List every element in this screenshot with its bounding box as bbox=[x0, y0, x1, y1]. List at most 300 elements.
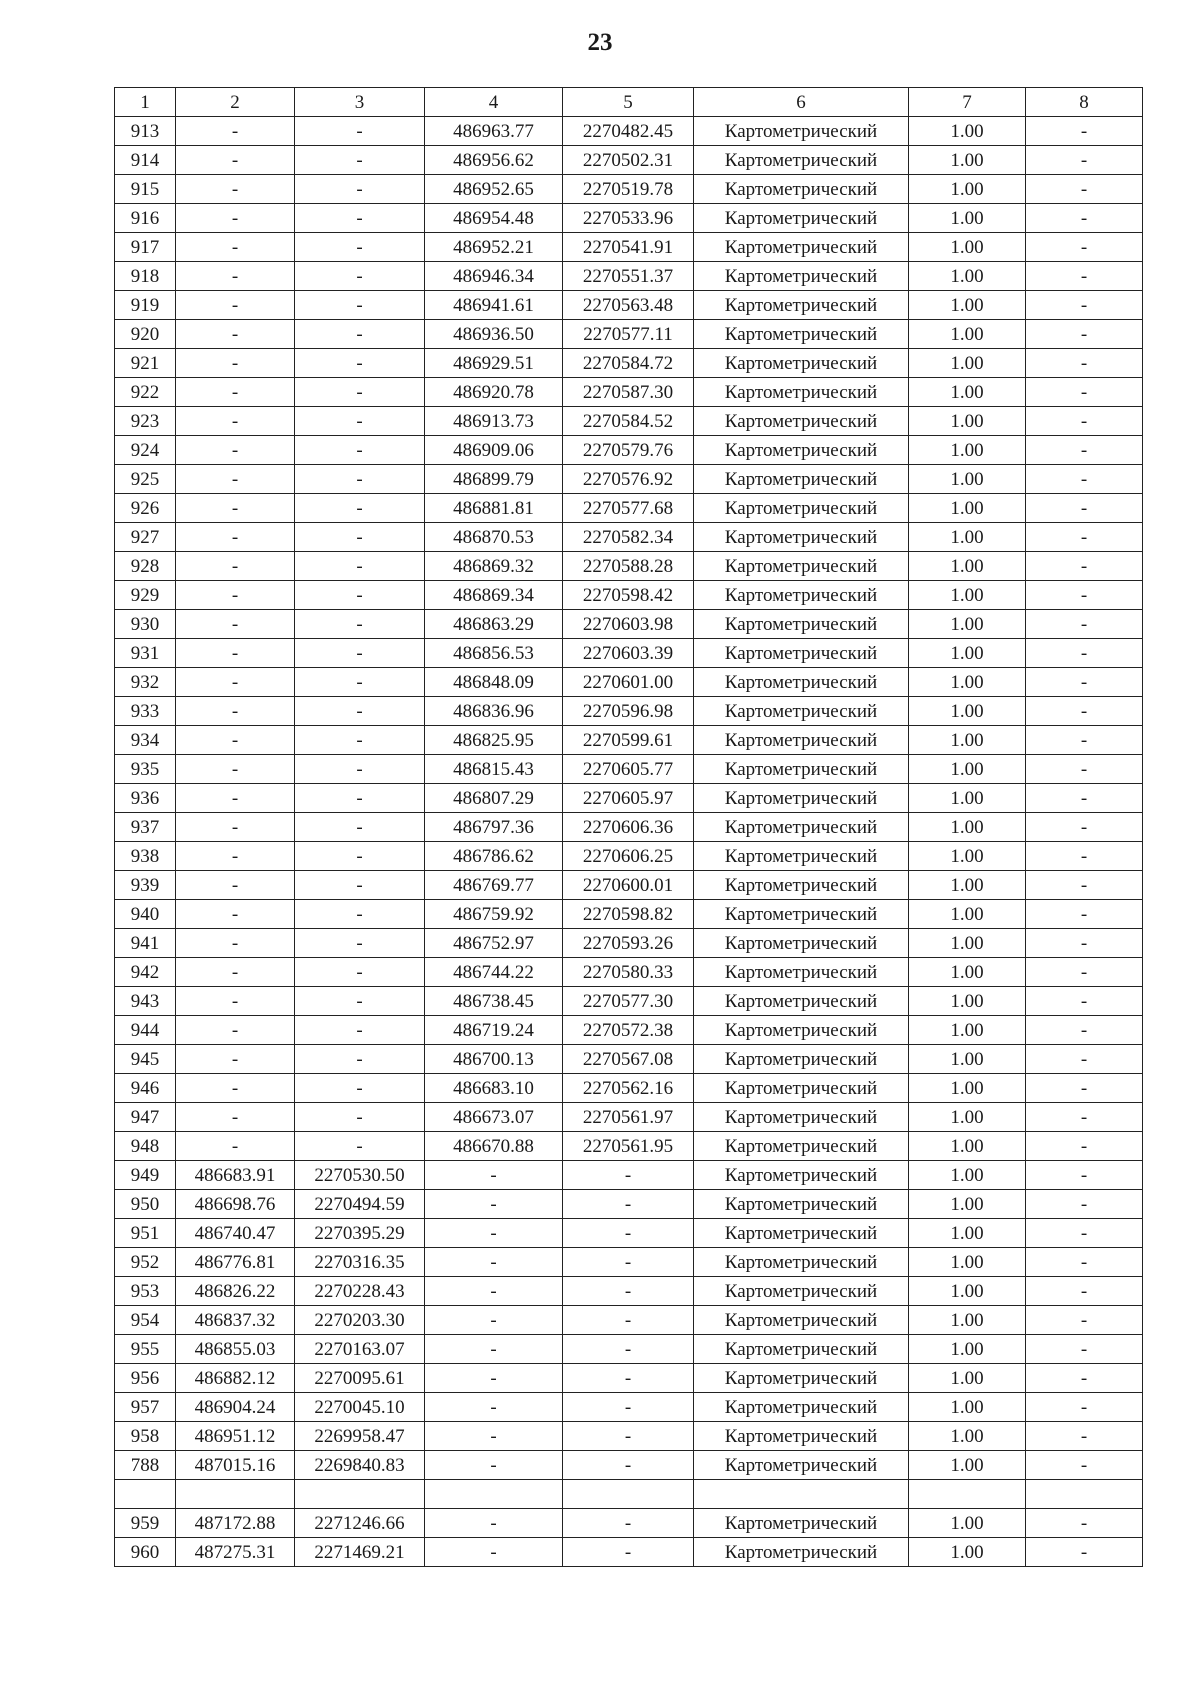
table-row bbox=[115, 175, 1143, 204]
table-cell-col-7: 1.00 bbox=[909, 1393, 1026, 1422]
table-cell-col-5: 2270588.28 bbox=[563, 552, 694, 581]
table-cell-col-7: 1.00 bbox=[909, 1103, 1026, 1132]
table-cell-col-4: - bbox=[425, 1538, 563, 1567]
table-cell-col-3: 2271469.21 bbox=[295, 1538, 425, 1567]
table-cell-col-5: - bbox=[563, 1190, 694, 1219]
table-cell-col-2: - bbox=[176, 407, 295, 436]
table-cell-col-3: 2270395.29 bbox=[295, 1219, 425, 1248]
table-cell-col-4: 486963.77 bbox=[425, 117, 563, 146]
table-row bbox=[115, 1538, 1143, 1567]
table-cell-col-6: Картометрический bbox=[694, 349, 909, 378]
table-cell-col-7: 1.00 bbox=[909, 233, 1026, 262]
table-cell-col-6: Картометрический bbox=[694, 1045, 909, 1074]
table-cell-col-8: - bbox=[1026, 871, 1143, 900]
table-cell-col-4: 486738.45 bbox=[425, 987, 563, 1016]
table-cell-col-8: - bbox=[1026, 1132, 1143, 1161]
table-cell-col-3: - bbox=[295, 436, 425, 465]
table-cell-col-8: - bbox=[1026, 465, 1143, 494]
table-cell-col-6: Картометрический bbox=[694, 320, 909, 349]
column-header-2: 2 bbox=[176, 88, 295, 117]
table-cell-col-5: 2270584.72 bbox=[563, 349, 694, 378]
table-cell-col-8: - bbox=[1026, 755, 1143, 784]
table-cell-col-6: Картометрический bbox=[694, 233, 909, 262]
table-cell-col-4: - bbox=[425, 1335, 563, 1364]
table-cell-col-2: - bbox=[176, 639, 295, 668]
table-cell-col-8: - bbox=[1026, 1393, 1143, 1422]
table-cell-col-5: 2270601.00 bbox=[563, 668, 694, 697]
table-row bbox=[115, 1161, 1143, 1190]
table-cell-col-4: 486700.13 bbox=[425, 1045, 563, 1074]
table-cell-col-7: 1.00 bbox=[909, 465, 1026, 494]
table-cell-col-6: Картометрический bbox=[694, 378, 909, 407]
table-cell-col-2 bbox=[176, 1480, 295, 1509]
table-cell-col-5: 2270563.48 bbox=[563, 291, 694, 320]
table-cell-col-1: 936 bbox=[115, 784, 176, 813]
table-cell-col-3: - bbox=[295, 349, 425, 378]
table-cell-col-2: 486683.91 bbox=[176, 1161, 295, 1190]
column-header-6: 6 bbox=[694, 88, 909, 117]
table-cell-col-4: - bbox=[425, 1190, 563, 1219]
table-cell-col-3: - bbox=[295, 407, 425, 436]
table-cell-col-2: 486951.12 bbox=[176, 1422, 295, 1451]
table-cell-col-3: 2269958.47 bbox=[295, 1422, 425, 1451]
table-cell-col-7: 1.00 bbox=[909, 813, 1026, 842]
table-cell-col-4: 486909.06 bbox=[425, 436, 563, 465]
table-row bbox=[115, 581, 1143, 610]
table-cell-col-4: 486807.29 bbox=[425, 784, 563, 813]
table-cell-col-6: Картометрический bbox=[694, 1161, 909, 1190]
table-cell-col-5: 2270603.98 bbox=[563, 610, 694, 639]
table-cell-col-7: 1.00 bbox=[909, 291, 1026, 320]
table-cell-col-2: - bbox=[176, 900, 295, 929]
table-cell-col-2: - bbox=[176, 1074, 295, 1103]
table-cell-col-3: - bbox=[295, 813, 425, 842]
table-cell-col-7: 1.00 bbox=[909, 146, 1026, 175]
table-cell-col-7: 1.00 bbox=[909, 581, 1026, 610]
table-cell-col-1: 926 bbox=[115, 494, 176, 523]
table-cell-col-4: 486869.32 bbox=[425, 552, 563, 581]
table-cell-col-5: 2270577.68 bbox=[563, 494, 694, 523]
table-cell-col-7: 1.00 bbox=[909, 1335, 1026, 1364]
table-cell-col-1: 920 bbox=[115, 320, 176, 349]
table-cell-col-1 bbox=[115, 1480, 176, 1509]
table-cell-col-1: 951 bbox=[115, 1219, 176, 1248]
table-cell-col-1: 929 bbox=[115, 581, 176, 610]
table-cell-col-7: 1.00 bbox=[909, 1538, 1026, 1567]
table-row bbox=[115, 929, 1143, 958]
table-cell-col-8: - bbox=[1026, 523, 1143, 552]
table-cell-col-7: 1.00 bbox=[909, 1364, 1026, 1393]
table-cell-col-3: - bbox=[295, 1132, 425, 1161]
table-cell-col-4: 486920.78 bbox=[425, 378, 563, 407]
table-cell-col-6: Картометрический bbox=[694, 407, 909, 436]
table-row bbox=[115, 1422, 1143, 1451]
table-cell-col-5: 2270587.30 bbox=[563, 378, 694, 407]
table-cell-col-2: - bbox=[176, 987, 295, 1016]
table-cell-col-2: - bbox=[176, 784, 295, 813]
table-cell-col-3: - bbox=[295, 291, 425, 320]
table-cell-col-6: Картометрический bbox=[694, 900, 909, 929]
table-cell-col-6: Картометрический bbox=[694, 1422, 909, 1451]
table-cell-col-6: Картометрический bbox=[694, 1103, 909, 1132]
table-cell-col-8: - bbox=[1026, 784, 1143, 813]
table-row bbox=[115, 407, 1143, 436]
table-row bbox=[115, 1016, 1143, 1045]
table-row bbox=[115, 1509, 1143, 1538]
table-cell-col-6: Картометрический bbox=[694, 1335, 909, 1364]
table-cell-col-3: 2270316.35 bbox=[295, 1248, 425, 1277]
table-cell-col-2: 487015.16 bbox=[176, 1451, 295, 1480]
table-cell-col-8: - bbox=[1026, 929, 1143, 958]
table-cell-col-8: - bbox=[1026, 262, 1143, 291]
table-cell-col-7: 1.00 bbox=[909, 1219, 1026, 1248]
table-cell-col-4: 486899.79 bbox=[425, 465, 563, 494]
table-cell-col-5: 2270599.61 bbox=[563, 726, 694, 755]
table-cell-col-7 bbox=[909, 1480, 1026, 1509]
table-cell-col-3: 2271246.66 bbox=[295, 1509, 425, 1538]
table-cell-col-3: 2270494.59 bbox=[295, 1190, 425, 1219]
table-cell-col-3: - bbox=[295, 871, 425, 900]
table-cell-col-5: - bbox=[563, 1451, 694, 1480]
table-cell-col-5: 2270606.25 bbox=[563, 842, 694, 871]
table-cell-col-3: 2270228.43 bbox=[295, 1277, 425, 1306]
table-row bbox=[115, 1393, 1143, 1422]
table-cell-col-3 bbox=[295, 1480, 425, 1509]
table-cell-col-4 bbox=[425, 1480, 563, 1509]
table-cell-col-2: 486837.32 bbox=[176, 1306, 295, 1335]
table-row bbox=[115, 262, 1143, 291]
table-cell-col-1: 960 bbox=[115, 1538, 176, 1567]
column-header-4: 4 bbox=[425, 88, 563, 117]
table-cell-col-6: Картометрический bbox=[694, 117, 909, 146]
table-cell-col-1: 937 bbox=[115, 813, 176, 842]
table-cell-col-8: - bbox=[1026, 1190, 1143, 1219]
table-cell-col-6: Картометрический bbox=[694, 1306, 909, 1335]
table-cell-col-4: 486952.65 bbox=[425, 175, 563, 204]
table-cell-col-2: - bbox=[176, 610, 295, 639]
table-cell-col-6: Картометрический bbox=[694, 668, 909, 697]
table-cell-col-7: 1.00 bbox=[909, 871, 1026, 900]
table-cell-col-2: - bbox=[176, 494, 295, 523]
table-cell-col-3: - bbox=[295, 610, 425, 639]
table-row bbox=[115, 291, 1143, 320]
table-cell-col-1: 931 bbox=[115, 639, 176, 668]
table-cell-col-1: 950 bbox=[115, 1190, 176, 1219]
table-cell-col-4: 486856.53 bbox=[425, 639, 563, 668]
table-row bbox=[115, 987, 1143, 1016]
table-cell-col-8: - bbox=[1026, 1045, 1143, 1074]
table-cell-col-1: 939 bbox=[115, 871, 176, 900]
table-row bbox=[115, 1248, 1143, 1277]
table-cell-col-1: 923 bbox=[115, 407, 176, 436]
column-header-1: 1 bbox=[115, 88, 176, 117]
table-cell-col-2: - bbox=[176, 842, 295, 871]
table-cell-col-2: - bbox=[176, 871, 295, 900]
table-cell-col-2: - bbox=[176, 175, 295, 204]
table-cell-col-1: 927 bbox=[115, 523, 176, 552]
table-cell-col-4: 486954.48 bbox=[425, 204, 563, 233]
table-cell-col-7: 1.00 bbox=[909, 929, 1026, 958]
table-cell-col-1: 946 bbox=[115, 1074, 176, 1103]
table-cell-col-5: 2270576.92 bbox=[563, 465, 694, 494]
table-cell-col-2: - bbox=[176, 929, 295, 958]
table-cell-col-8: - bbox=[1026, 958, 1143, 987]
table-cell-col-6: Картометрический bbox=[694, 842, 909, 871]
table-cell-col-6: Картометрический bbox=[694, 813, 909, 842]
table-cell-col-3: - bbox=[295, 1045, 425, 1074]
table-cell-col-2: 487275.31 bbox=[176, 1538, 295, 1567]
table-cell-col-3: - bbox=[295, 378, 425, 407]
table-cell-col-7: 1.00 bbox=[909, 697, 1026, 726]
table-cell-col-4: - bbox=[425, 1277, 563, 1306]
table-cell-col-4: 486786.62 bbox=[425, 842, 563, 871]
table-cell-col-6: Картометрический bbox=[694, 871, 909, 900]
table-cell-col-3: - bbox=[295, 233, 425, 262]
table-cell-col-5: 2270561.95 bbox=[563, 1132, 694, 1161]
table-cell-col-7: 1.00 bbox=[909, 987, 1026, 1016]
table-cell-col-8: - bbox=[1026, 146, 1143, 175]
table-cell-col-4: 486956.62 bbox=[425, 146, 563, 175]
table-cell-col-4: - bbox=[425, 1248, 563, 1277]
table-cell-col-1: 944 bbox=[115, 1016, 176, 1045]
table-cell-col-6: Картометрический bbox=[694, 494, 909, 523]
table-cell-col-1: 915 bbox=[115, 175, 176, 204]
table-cell-col-7: 1.00 bbox=[909, 494, 1026, 523]
table-cell-col-5: 2270605.77 bbox=[563, 755, 694, 784]
table-cell-col-7: 1.00 bbox=[909, 1509, 1026, 1538]
table-cell-col-7: 1.00 bbox=[909, 349, 1026, 378]
table-cell-col-2: - bbox=[176, 581, 295, 610]
table-cell-col-8: - bbox=[1026, 175, 1143, 204]
table-row bbox=[115, 552, 1143, 581]
table-cell-col-4: 486946.34 bbox=[425, 262, 563, 291]
table-cell-col-3: - bbox=[295, 552, 425, 581]
table-cell-col-2: - bbox=[176, 813, 295, 842]
table-row bbox=[115, 1451, 1143, 1480]
table-cell-col-1: 952 bbox=[115, 1248, 176, 1277]
table-cell-col-1: 958 bbox=[115, 1422, 176, 1451]
table-cell-col-8: - bbox=[1026, 349, 1143, 378]
table-cell-col-8: - bbox=[1026, 1335, 1143, 1364]
table-cell-col-2: - bbox=[176, 349, 295, 378]
table-cell-col-5: 2270567.08 bbox=[563, 1045, 694, 1074]
table-cell-col-3: - bbox=[295, 639, 425, 668]
table-cell-col-5: 2270606.36 bbox=[563, 813, 694, 842]
table-cell-col-7: 1.00 bbox=[909, 610, 1026, 639]
table-row bbox=[115, 146, 1143, 175]
table-cell-col-4: 486863.29 bbox=[425, 610, 563, 639]
table-cell-col-5 bbox=[563, 1480, 694, 1509]
table-cell-col-1: 935 bbox=[115, 755, 176, 784]
table-cell-col-1: 928 bbox=[115, 552, 176, 581]
table-cell-col-1: 948 bbox=[115, 1132, 176, 1161]
table-cell-col-6: Картометрический bbox=[694, 291, 909, 320]
table-cell-col-4: 486825.95 bbox=[425, 726, 563, 755]
table-cell-col-8: - bbox=[1026, 639, 1143, 668]
table-cell-col-8: - bbox=[1026, 1306, 1143, 1335]
table-cell-col-3: - bbox=[295, 320, 425, 349]
table-cell-col-5: 2270579.76 bbox=[563, 436, 694, 465]
table-cell-col-6: Картометрический bbox=[694, 175, 909, 204]
table-cell-col-5: - bbox=[563, 1538, 694, 1567]
table-cell-col-3: 2270163.07 bbox=[295, 1335, 425, 1364]
table-cell-col-3: - bbox=[295, 117, 425, 146]
table-cell-col-8: - bbox=[1026, 1016, 1143, 1045]
table-cell-col-3: 2270203.30 bbox=[295, 1306, 425, 1335]
table-cell-col-3: - bbox=[295, 204, 425, 233]
table-cell-col-6: Картометрический bbox=[694, 552, 909, 581]
table-cell-col-4: 486913.73 bbox=[425, 407, 563, 436]
table-cell-col-7: 1.00 bbox=[909, 1016, 1026, 1045]
table-cell-col-5: 2270605.97 bbox=[563, 784, 694, 813]
table-cell-col-2: - bbox=[176, 146, 295, 175]
table-row bbox=[115, 378, 1143, 407]
table-cell-col-5: - bbox=[563, 1277, 694, 1306]
table-row bbox=[115, 494, 1143, 523]
table-cell-col-3: - bbox=[295, 262, 425, 291]
table-header-row bbox=[115, 88, 1143, 117]
table-cell-col-2: - bbox=[176, 233, 295, 262]
table-cell-col-8: - bbox=[1026, 552, 1143, 581]
table-cell-col-4: 486673.07 bbox=[425, 1103, 563, 1132]
table-cell-col-8 bbox=[1026, 1480, 1143, 1509]
table-cell-col-2: - bbox=[176, 552, 295, 581]
table-cell-col-7: 1.00 bbox=[909, 175, 1026, 204]
table-row bbox=[115, 1277, 1143, 1306]
table-cell-col-7: 1.00 bbox=[909, 1306, 1026, 1335]
table-row bbox=[115, 1364, 1143, 1393]
table-cell-col-7: 1.00 bbox=[909, 784, 1026, 813]
table-cell-col-2: - bbox=[176, 262, 295, 291]
table-cell-col-1: 949 bbox=[115, 1161, 176, 1190]
table-cell-col-4: 486929.51 bbox=[425, 349, 563, 378]
table-row bbox=[115, 842, 1143, 871]
table-cell-col-3: - bbox=[295, 755, 425, 784]
table-cell-col-2: - bbox=[176, 1045, 295, 1074]
table-cell-col-1: 957 bbox=[115, 1393, 176, 1422]
table-cell-col-3: 2269840.83 bbox=[295, 1451, 425, 1480]
table-cell-col-2: 486855.03 bbox=[176, 1335, 295, 1364]
table-cell-col-7: 1.00 bbox=[909, 958, 1026, 987]
table-cell-col-1: 955 bbox=[115, 1335, 176, 1364]
table-cell-col-8: - bbox=[1026, 1509, 1143, 1538]
table-cell-col-5: 2270519.78 bbox=[563, 175, 694, 204]
table-cell-col-6: Картометрический bbox=[694, 1538, 909, 1567]
table-cell-col-8: - bbox=[1026, 1277, 1143, 1306]
table-cell-col-6: Картометрический bbox=[694, 1393, 909, 1422]
table-row bbox=[115, 320, 1143, 349]
table-cell-col-8: - bbox=[1026, 494, 1143, 523]
table-cell-col-4: 486815.43 bbox=[425, 755, 563, 784]
table-cell-col-7: 1.00 bbox=[909, 262, 1026, 291]
table-row bbox=[115, 1306, 1143, 1335]
table-cell-col-3: - bbox=[295, 1103, 425, 1132]
table-row bbox=[115, 523, 1143, 552]
table-cell-col-6: Картометрический bbox=[694, 523, 909, 552]
table-cell-col-8: - bbox=[1026, 320, 1143, 349]
table-cell-col-6: Картометрический bbox=[694, 697, 909, 726]
table-row bbox=[115, 465, 1143, 494]
table-cell-col-6: Картометрический bbox=[694, 146, 909, 175]
table-cell-col-2: 486740.47 bbox=[176, 1219, 295, 1248]
table-row bbox=[115, 900, 1143, 929]
table-cell-col-6: Картометрический bbox=[694, 1132, 909, 1161]
table-cell-col-5: 2270596.98 bbox=[563, 697, 694, 726]
table-cell-col-5: - bbox=[563, 1306, 694, 1335]
table-cell-col-4: 486870.53 bbox=[425, 523, 563, 552]
table-row bbox=[115, 668, 1143, 697]
table-row bbox=[115, 1335, 1143, 1364]
table-cell-col-1: 934 bbox=[115, 726, 176, 755]
table-cell-col-2: 487172.88 bbox=[176, 1509, 295, 1538]
table-cell-col-3: - bbox=[295, 726, 425, 755]
table-cell-col-1: 940 bbox=[115, 900, 176, 929]
table-cell-col-5: 2270577.11 bbox=[563, 320, 694, 349]
table-cell-col-6: Картометрический bbox=[694, 1190, 909, 1219]
table-row bbox=[115, 726, 1143, 755]
table-cell-col-8: - bbox=[1026, 1248, 1143, 1277]
table-cell-col-5: 2270572.38 bbox=[563, 1016, 694, 1045]
table-cell-col-6: Картометрический bbox=[694, 204, 909, 233]
table-row bbox=[115, 1074, 1143, 1103]
table-cell-col-5: 2270551.37 bbox=[563, 262, 694, 291]
table-cell-col-5: 2270582.34 bbox=[563, 523, 694, 552]
table-cell-col-8: - bbox=[1026, 1074, 1143, 1103]
table-cell-col-6: Картометрический bbox=[694, 465, 909, 494]
table-row bbox=[115, 204, 1143, 233]
table-cell-col-5: 2270502.31 bbox=[563, 146, 694, 175]
table-cell-col-5: 2270600.01 bbox=[563, 871, 694, 900]
table-cell-col-6: Картометрический bbox=[694, 610, 909, 639]
table-cell-col-5: 2270562.16 bbox=[563, 1074, 694, 1103]
table-body bbox=[115, 88, 1143, 1567]
table-row bbox=[115, 349, 1143, 378]
table-cell-col-2: - bbox=[176, 320, 295, 349]
table-cell-col-7: 1.00 bbox=[909, 552, 1026, 581]
table-cell-col-8: - bbox=[1026, 1538, 1143, 1567]
table-cell-col-1: 922 bbox=[115, 378, 176, 407]
table-cell-col-7: 1.00 bbox=[909, 1074, 1026, 1103]
table-cell-col-6: Картометрический bbox=[694, 958, 909, 987]
table-cell-col-6: Картометрический bbox=[694, 1451, 909, 1480]
table-cell-col-5: - bbox=[563, 1248, 694, 1277]
table-cell-col-6: Картометрический bbox=[694, 1016, 909, 1045]
table-cell-col-5: 2270482.45 bbox=[563, 117, 694, 146]
table-cell-col-2: 486904.24 bbox=[176, 1393, 295, 1422]
table-cell-col-6: Картометрический bbox=[694, 1219, 909, 1248]
table-cell-col-4: 486952.21 bbox=[425, 233, 563, 262]
table-cell-col-4: 486744.22 bbox=[425, 958, 563, 987]
table-cell-col-8: - bbox=[1026, 1103, 1143, 1132]
table-row bbox=[115, 610, 1143, 639]
coordinates-table bbox=[114, 87, 1143, 1567]
table-cell-col-4: 486836.96 bbox=[425, 697, 563, 726]
table-cell-col-4: - bbox=[425, 1393, 563, 1422]
table-cell-col-3: - bbox=[295, 175, 425, 204]
table-row bbox=[115, 1190, 1143, 1219]
table-cell-col-3: - bbox=[295, 929, 425, 958]
table-cell-col-7: 1.00 bbox=[909, 1422, 1026, 1451]
table-cell-col-5: - bbox=[563, 1364, 694, 1393]
table-cell-col-8: - bbox=[1026, 1364, 1143, 1393]
table-cell-col-8: - bbox=[1026, 697, 1143, 726]
table-cell-col-4: 486769.77 bbox=[425, 871, 563, 900]
table-cell-col-1: 914 bbox=[115, 146, 176, 175]
table-cell-col-4: - bbox=[425, 1161, 563, 1190]
table-cell-col-7: 1.00 bbox=[909, 1132, 1026, 1161]
table-cell-col-2: 486826.22 bbox=[176, 1277, 295, 1306]
table-cell-col-4: - bbox=[425, 1509, 563, 1538]
